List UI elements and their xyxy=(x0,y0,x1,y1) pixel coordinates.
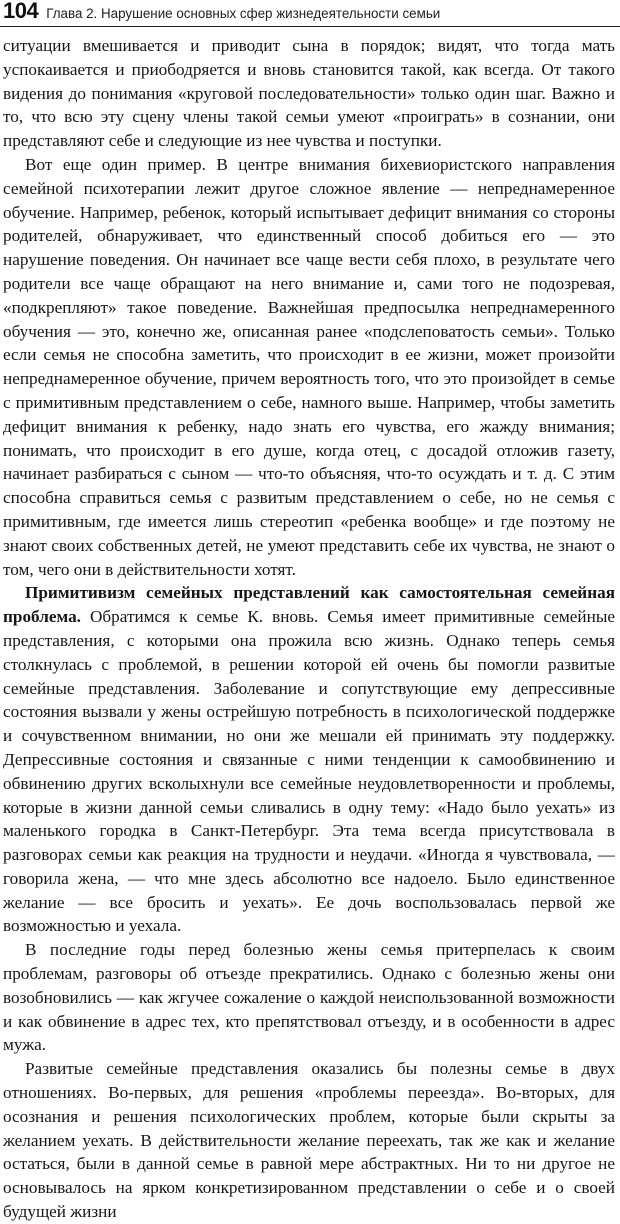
paragraph-text: ситуации вмешивается и приводит сына в порядок; видят, что тогда мать успокаивается и приободряется и вновь становится такой, как всегда. От такого видения до понимания «круговой последовательности» только один шаг. Важно и то, что всю эту сцену члены такой семьи умеют «проиграть» в сознании, они представляют себе и следующие из нее чувства и поступки. xyxy=(3,36,615,151)
run-in-heading: Примитивизм семейных представлений как самостоятельная семейная проблема. xyxy=(3,583,615,627)
paragraph-recent-years xyxy=(3,938,615,1057)
paragraph-text: В последние годы перед болезнью жены семья притерпелась к своим проблемам, разговоры об отъезде прекратились. Однако с болезнью жены они возобновились — как жгучее сожаление о каждой неиспользованной возможности и как обвинение в адрес тех, кто препятствовал отъезду, и в особенности в адрес мужа. xyxy=(3,940,615,1055)
page-number: 104 xyxy=(3,0,39,23)
paragraph-primitivism xyxy=(3,581,615,938)
paragraph-text: Обратимся к семье К. вновь. Семья имеет примитивные семейные представления, с которыми она прожила всю жизнь. Однако теперь семья столкнулась с проблемой, в решении которой ей очень бы помогли развитые семейные представления. Заболевание и сопутствующие ему депрессивные состояния вызвали у жены острейшую потребность в психологической поддержке и сочувственном внимании, но они же мешали ей принимать эту поддержку. Депрессивные состояния и связанные с ними тенденции к самообвинению и обвинению других всколыхнули все семейные неудовлетворенности и проблемы, которые в жизни данной семьи сливались в одну тему: «Надо было уехать» из маленького городка в Санкт-Петербург. Эта тема всегда присутствовала в разговорах семьи как реакция на трудности и неудачи. «Иногда я чувствовала, — говорила жена, — что мне здесь абсолютно все надоело. Было единственное желание — все бросить и уехать». Ее дочь воспользовалась первой же возможностью и уехала. xyxy=(3,607,615,936)
body-text xyxy=(3,34,615,1224)
paragraph-continued xyxy=(3,34,615,153)
chapter-title: Глава 2. Нарушение основных сфер жизнедеятельности семьи xyxy=(46,6,441,21)
paragraph-example xyxy=(3,153,615,581)
paragraph-text: Развитые семейные представления оказались бы полезны семье в двух отношениях. Во-первых, для решения «проблемы переезда». Во-вторых, для осознания и решения психологических проблем, которые были скрыты за желанием уехать. В действительности желание переехать, так же как и желание остаться, были в данной семье в равной мере абстрактных. Ни то ни другое не основывалось на ярком конкретизированном представлении о себе и о своей будущей жизни xyxy=(3,1059,615,1222)
running-head xyxy=(0,0,620,27)
paragraph-developed-representations xyxy=(3,1057,615,1224)
paragraph-text: Вот еще один пример. В центре внимания бихевиористского направления семейной психотерапии лежит другое сложное явление — непреднамеренное обучение. Например, ребенок, который испытывает дефицит внимания со стороны родителей, обнаруживает, что единственный способ добиться его — это нарушение поведения. Он начинает все чаще вести себя плохо, в результате чего родители все чаще обращают на него внимание и, сами того не подозревая, «подкрепляют» такое поведение. Важнейшая предпосылка непреднамеренного обучения — это, конечно же, описанная ранее «подслеповатость семьи». Только если семья не способна заметить, что происходит в ее жизни, может произойти непреднамеренное обучение, причем вероятность того, что это произойдет в семье с примитивным представлением о себе, намного выше. Например, чтобы заметить дефицит внимания к ребенку, надо знать его чувства, его жажду внимания; понимать, что происходит в его душе, когда отец, с досадой отложив газету, начинает разбираться с сыном — что-то объясняя, что-то осуждать и т. д. С этим способна справиться семья с развитым представлением о себе, но не семья с примитивным, где имеется лишь стереотип «ребенка вообще» и где поэтому не знают своих собственных детей, не умеют представить себе их чувства, не знают о том, чего они в действительности хотят. xyxy=(3,154,615,579)
